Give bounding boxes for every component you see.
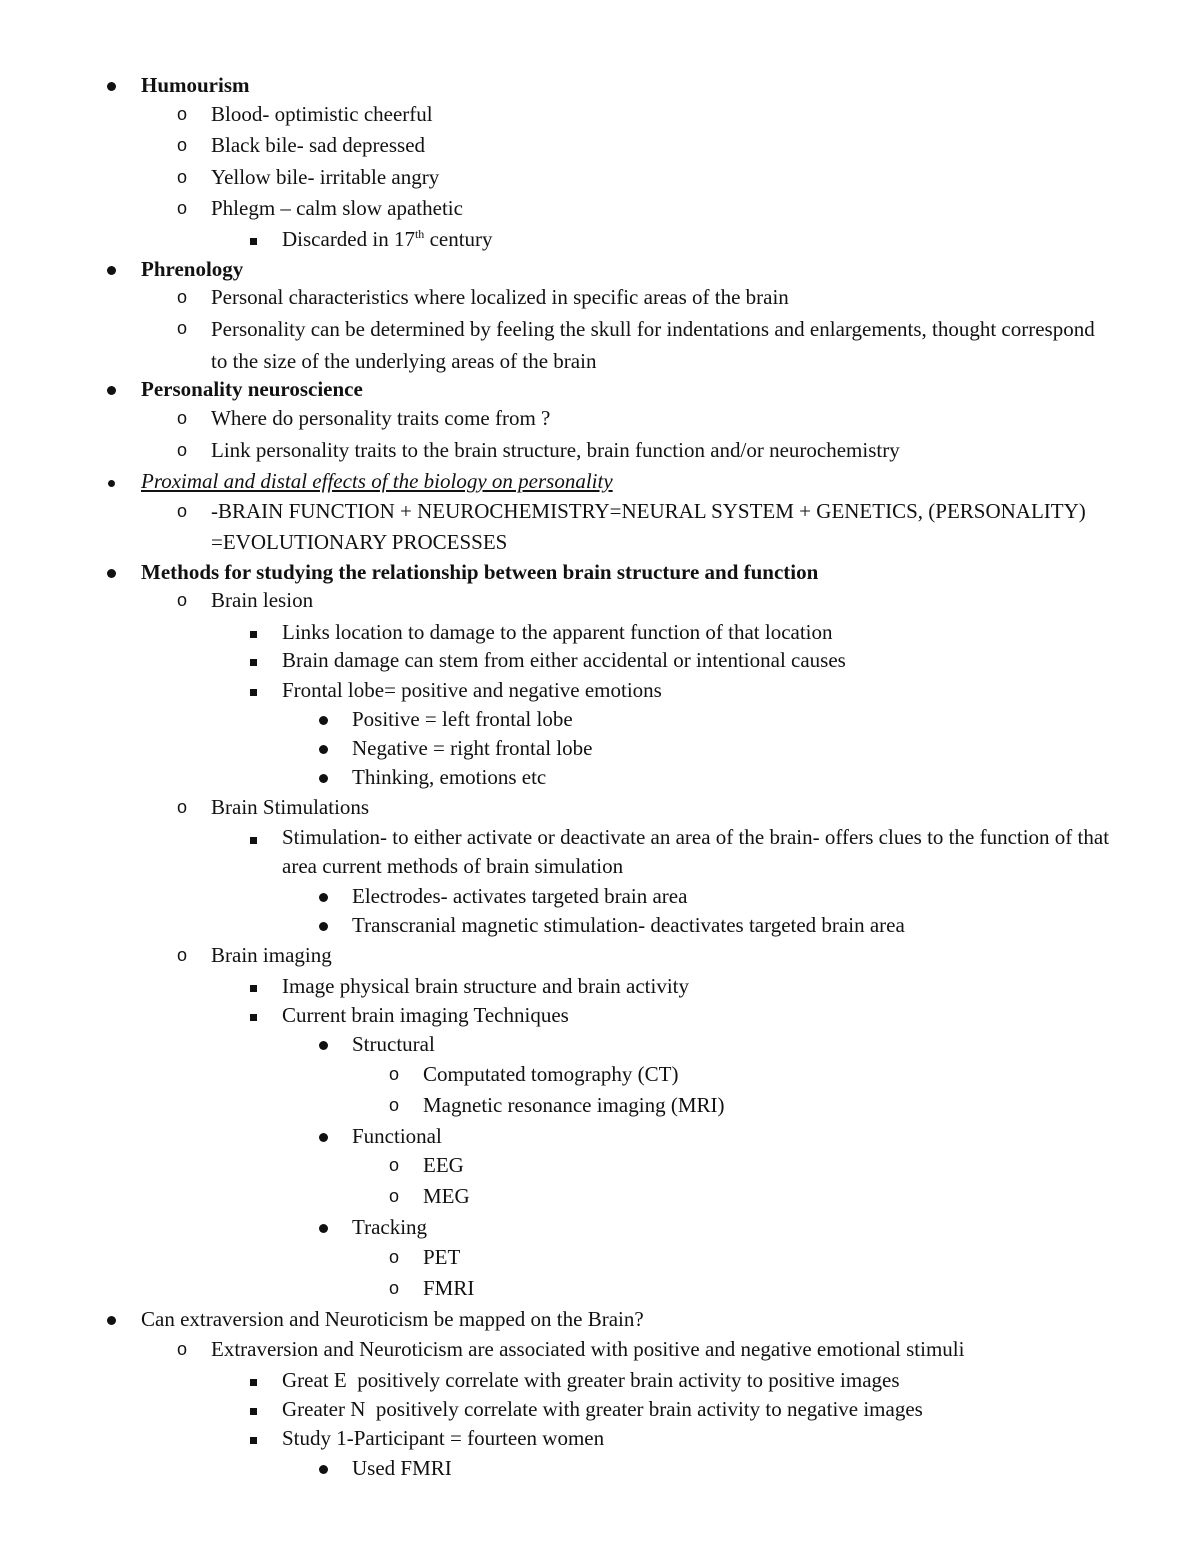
list-item-text: Extraversion and Neuroticism are associated with positive and negative emotional stimuli xyxy=(211,1337,965,1361)
bullet-disc-icon xyxy=(313,762,333,792)
list-item-text: Personality can be determined by feeling the skull for indentations and enlargements, thought correspond to the size of the underlying areas of the brain xyxy=(211,317,1095,373)
bullet-disc-icon xyxy=(101,466,121,496)
bullet-disc-icon xyxy=(101,557,121,587)
bullet-circle-icon: o xyxy=(176,945,187,965)
list-item-text: Current brain imaging Techniques xyxy=(282,1003,569,1027)
bullet-circle-icon: o xyxy=(176,440,187,460)
list-item-text: -BRAIN FUNCTION + NEUROCHEMISTRY=NEURAL SYSTEM + GENETICS, (PERSONALITY) =EVOLUTIONARY PROCESSES xyxy=(211,499,1086,554)
list-item xyxy=(0,823,1200,883)
list-item xyxy=(0,1334,1200,1364)
list-item-text: Brain damage can stem from either accidental or intentional causes xyxy=(282,648,846,672)
list-item-text: Blood- optimistic cheerful xyxy=(211,102,433,126)
list-item-text: Greater N positively correlate with greater brain activity to negative images xyxy=(282,1397,923,1421)
section-heading: Proximal and distal effects of the biology on personality xyxy=(141,469,613,493)
list-item xyxy=(0,282,1200,312)
superscript: th xyxy=(414,227,425,241)
bullet-circle-icon: o xyxy=(176,104,187,124)
list-item-text: Where do personality traits come from ? xyxy=(211,406,551,430)
list-item xyxy=(0,733,1200,763)
list-item xyxy=(0,70,1200,100)
section-heading: Personality neuroscience xyxy=(141,377,363,401)
list-item xyxy=(0,1090,1200,1120)
list-item-text: Phlegm – calm slow apathetic xyxy=(211,196,463,220)
list-item xyxy=(0,193,1200,223)
list-item-text: Brain imaging xyxy=(211,943,332,967)
bullet-circle-icon: o xyxy=(176,198,187,218)
bullet-circle-icon: o xyxy=(176,318,187,338)
list-item-text: Brain Stimulations xyxy=(211,795,370,819)
list-item-text: Study 1-Participant = fourteen women xyxy=(282,1426,605,1450)
list-item xyxy=(0,1029,1200,1059)
bullet-circle-icon: o xyxy=(176,135,187,155)
list-item xyxy=(0,130,1200,160)
list-item-text: Computated tomography (CT) xyxy=(423,1062,679,1086)
list-item xyxy=(0,971,1200,1001)
list-item xyxy=(0,162,1200,192)
bullet-circle-icon: o xyxy=(176,1339,187,1359)
list-item-text: Structural xyxy=(352,1032,435,1056)
list-item xyxy=(0,1121,1200,1151)
list-item xyxy=(0,1000,1200,1030)
bullet-square-icon xyxy=(243,1365,263,1395)
list-item xyxy=(0,1394,1200,1424)
bullet-disc-icon xyxy=(101,254,121,284)
bullet-circle-icon: o xyxy=(176,287,187,307)
bullet-circle-icon: o xyxy=(388,1247,399,1267)
list-item xyxy=(0,1365,1200,1395)
bullet-square-icon xyxy=(243,675,263,705)
bullet-square-icon xyxy=(243,1394,263,1424)
list-item-text: Negative = right frontal lobe xyxy=(352,736,593,760)
list-item xyxy=(0,704,1200,734)
bullet-disc-icon xyxy=(313,1029,333,1059)
bullet-circle-icon: o xyxy=(176,408,187,428)
list-item xyxy=(0,496,1200,556)
bullet-square-icon xyxy=(243,971,263,1001)
list-item-text: Stimulation- to either activate or deactivate an area of the brain- offers clues to the function of that area current methods of brain simulation xyxy=(282,825,1110,878)
list-item xyxy=(0,557,1200,587)
bullet-square-icon xyxy=(243,1423,263,1453)
bullet-disc-icon xyxy=(313,733,333,763)
list-item xyxy=(0,224,1200,254)
bullet-square-icon xyxy=(243,1000,263,1030)
list-item-text-main: Discarded in 17 xyxy=(282,227,415,251)
list-item xyxy=(0,313,1200,373)
list-item xyxy=(0,1242,1200,1272)
list-item-text: Frontal lobe= positive and negative emotions xyxy=(282,678,662,702)
list-item-text: Links location to damage to the apparent function of that location xyxy=(282,620,833,644)
list-item xyxy=(0,1181,1200,1211)
list-item xyxy=(0,675,1200,705)
list-item-text: Transcranial magnetic stimulation- deactivates targeted brain area xyxy=(352,913,905,937)
bullet-circle-icon: o xyxy=(388,1186,399,1206)
list-item-text: Great E positively correlate with greater brain activity to positive images xyxy=(282,1368,900,1392)
list-item-text-after: century xyxy=(424,227,493,251)
bullet-circle-icon: o xyxy=(388,1278,399,1298)
bullet-circle-icon: o xyxy=(388,1155,399,1175)
list-item xyxy=(0,1423,1200,1453)
list-item xyxy=(0,792,1200,822)
list-item-text: Magnetic resonance imaging (MRI) xyxy=(423,1093,725,1117)
list-item xyxy=(0,1212,1200,1242)
list-item xyxy=(0,466,1200,496)
list-item xyxy=(0,881,1200,911)
bullet-disc-icon xyxy=(101,1304,121,1334)
list-item-text: Thinking, emotions etc xyxy=(352,765,547,789)
list-item-text: Functional xyxy=(352,1124,442,1148)
section-heading: Can extraversion and Neuroticism be mapped on the Brain? xyxy=(141,1307,644,1331)
bullet-square-icon xyxy=(243,224,263,254)
bullet-circle-icon: o xyxy=(388,1095,399,1115)
list-item-text: Used FMRI xyxy=(352,1456,452,1480)
list-item-text: Image physical brain structure and brain activity xyxy=(282,974,690,998)
list-item xyxy=(0,585,1200,615)
list-item xyxy=(0,99,1200,129)
bullet-disc-icon xyxy=(313,1453,333,1483)
bullet-circle-icon: o xyxy=(176,590,187,610)
list-item xyxy=(0,403,1200,433)
list-item xyxy=(0,910,1200,940)
list-item xyxy=(0,940,1200,970)
list-item-text: Personal characteristics where localized in specific areas of the brain xyxy=(211,285,789,309)
list-item-text: MEG xyxy=(423,1184,470,1208)
section-heading: Methods for studying the relationship between brain structure and function xyxy=(141,560,819,584)
list-item xyxy=(0,254,1200,284)
list-item-text: FMRI xyxy=(423,1276,475,1300)
list-item xyxy=(0,374,1200,404)
list-item-text: Brain lesion xyxy=(211,588,314,612)
bullet-circle-icon: o xyxy=(176,501,187,521)
list-item-text: Positive = left frontal lobe xyxy=(352,707,573,731)
bullet-disc-icon xyxy=(101,70,121,100)
section-heading: Humourism xyxy=(141,73,250,97)
bullet-disc-icon xyxy=(313,1212,333,1242)
bullet-disc-icon xyxy=(101,374,121,404)
bullet-disc-icon xyxy=(313,881,333,911)
list-item xyxy=(0,1059,1200,1089)
list-item xyxy=(0,645,1200,675)
bullet-circle-icon: o xyxy=(176,167,187,187)
list-item xyxy=(0,1150,1200,1180)
bullet-circle-icon: o xyxy=(388,1064,399,1084)
bullet-square-icon xyxy=(243,645,263,675)
list-item-text: Tracking xyxy=(352,1215,428,1239)
list-item xyxy=(0,1304,1200,1334)
list-item xyxy=(0,1273,1200,1303)
bullet-square-icon xyxy=(243,823,263,853)
bullet-square-icon xyxy=(243,617,263,647)
list-item-text: Yellow bile- irritable angry xyxy=(211,165,440,189)
list-item xyxy=(0,435,1200,465)
list-item-text: Link personality traits to the brain structure, brain function and/or neurochemistry xyxy=(211,438,900,462)
list-item-text: Black bile- sad depressed xyxy=(211,133,426,157)
list-item-text: Electrodes- activates targeted brain area xyxy=(352,884,688,908)
list-item xyxy=(0,762,1200,792)
bullet-disc-icon xyxy=(313,1121,333,1151)
list-item xyxy=(0,617,1200,647)
list-item xyxy=(0,1453,1200,1483)
bullet-disc-icon xyxy=(313,910,333,940)
bullet-circle-icon: o xyxy=(176,797,187,817)
list-item-text: PET xyxy=(423,1245,461,1269)
list-item-text: EEG xyxy=(423,1153,464,1177)
list-item-text xyxy=(282,224,1110,254)
section-heading: Phrenology xyxy=(141,257,244,281)
bullet-disc-icon xyxy=(313,704,333,734)
